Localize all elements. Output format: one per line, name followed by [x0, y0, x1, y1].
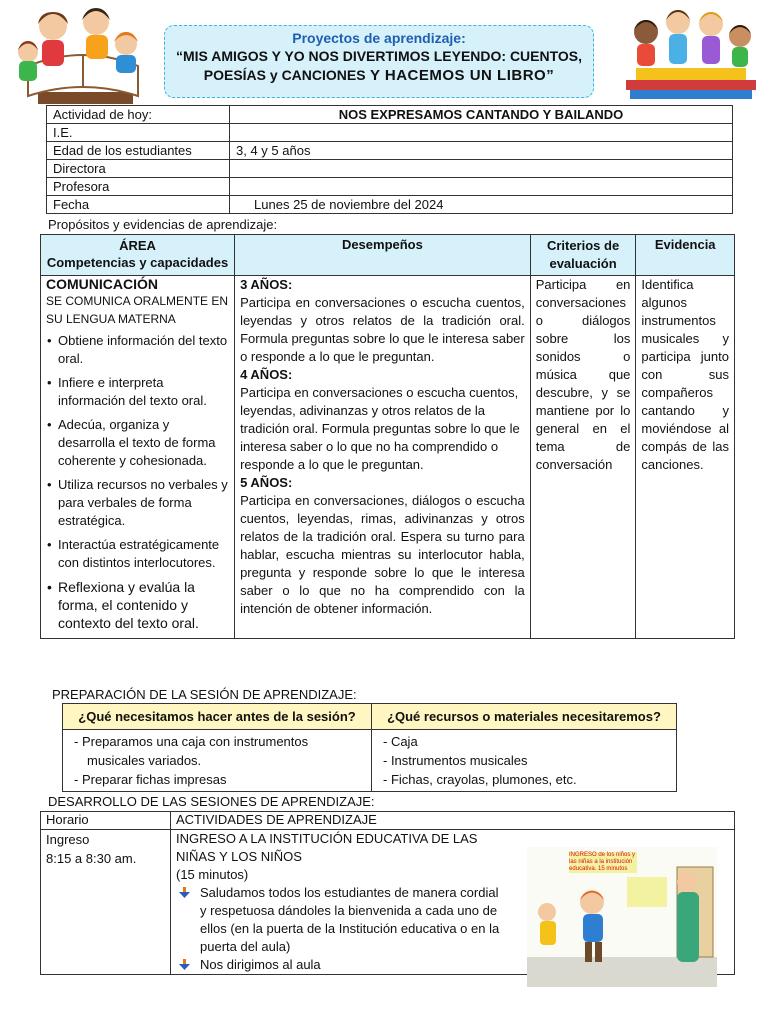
info-row: [47, 124, 733, 142]
activity-title: INGRESO A LA INSTITUCIÓN EDUCATIVA DE LAS NIÑAS Y LOS NIÑOS: [176, 831, 478, 864]
before-session-cell: [63, 730, 372, 792]
evidence-cell: [636, 276, 735, 639]
before-session-list: [69, 732, 365, 789]
project-label: Proyectos de aprendizaje:: [292, 30, 466, 46]
list-item: • Infiere e interpreta información del texto oral.: [58, 374, 229, 410]
table-row: [41, 830, 735, 975]
info-row: [47, 142, 733, 160]
list-item: • Interactúa estratégicamente con distintos interlocutores.: [58, 536, 229, 572]
info-label: I.E.: [47, 124, 230, 142]
info-value: 3, 4 y 5 años: [230, 142, 733, 160]
table-header-row: [41, 812, 735, 830]
list-item: • Reflexiona y evalúa la forma, el contenido y contexto del texto oral.: [58, 578, 229, 632]
before-session-header: ¿Qué necesitamos hacer antes de la sesión?: [63, 704, 372, 730]
age-4-text: Participa en conversaciones o escucha cuentos, leyendas, adivinanzas y otros relatos de la tradición oral. Formula preguntas sobre lo que le interesa saber o lo que no ha comprendido o responde a lo que le preguntan.: [240, 385, 520, 472]
age-5-title: 5 AÑOS:: [240, 475, 293, 490]
sessions-table: [40, 811, 735, 975]
competencies-header-label: Competencias y capacidades: [46, 255, 229, 270]
info-row: [47, 160, 733, 178]
project-title-part-a: POESÍAS y CANCIONES: [203, 67, 366, 83]
schedule-cell: [41, 830, 171, 975]
info-label: Actividad de hoy:: [47, 106, 230, 124]
project-title-part-b: Y HACEMOS UN LIBRO”: [365, 67, 555, 84]
preparation-title: PREPARACIÓN DE LA SESIÓN DE APRENDIZAJE:: [52, 687, 357, 702]
age-4-title: 4 AÑOS:: [240, 367, 293, 382]
arrow-bullet-icon: [179, 887, 190, 898]
resources-cell: [372, 730, 677, 792]
area-name: COMUNICACIÓN: [46, 276, 158, 292]
activity-text: Saludamos todos los estudiantes de manera cordial y respetuosa dándoles la bienvenida a cada uno de ellos (en la puerta de la Institución educativa o en la puerta del aula): [200, 885, 500, 954]
area-header: [41, 235, 235, 276]
info-value: [230, 178, 733, 196]
list-item: [176, 884, 506, 956]
sessions-title: DESARROLLO DE LAS SESIONES DE APRENDIZAJE:: [48, 794, 375, 809]
info-value: [230, 124, 733, 142]
info-table: [46, 105, 733, 214]
criteria-cell: [530, 276, 636, 639]
arrow-bullet-icon: [179, 959, 190, 970]
evidence-text: Identifica algunos instrumentos musicales y participa junto con sus compañeros cantando y moviéndose al compás de las canciones.: [641, 277, 729, 472]
activity-duration: (15 minutos): [176, 867, 249, 882]
project-title-box: [164, 25, 594, 98]
kids-reading-illustration: [8, 4, 158, 104]
resources-list: [378, 732, 670, 789]
activity-name: NOS EXPRESAMOS CANTANDO Y BAILANDO: [230, 106, 733, 124]
illustration-caption: INGRESO de los niños y las niñas a la institución educativa. 15 minutos: [569, 852, 636, 872]
info-label: Directora: [47, 160, 230, 178]
age-5-text: Participa en conversaciones, diálogos o escucha cuentos, leyendas, rimas, adivinanzas y otros relatos de la tradición oral. Espera su turno para hablar, escucha mientras su interlocutor habla, pregunta y responde sobre lo que le interesa saber o lo que no ha comprendido con la intención de obtener información.: [240, 493, 525, 616]
evidence-header: Evidencia: [636, 235, 735, 276]
table-row: [41, 276, 735, 639]
info-row: [47, 196, 733, 214]
list-item: • Adecúa, organiza y desarrolla el texto de forma coherente y cohesionada.: [58, 416, 229, 470]
competencies-table: [40, 234, 735, 639]
school-entrance-illustration: [527, 847, 717, 987]
table-row: [63, 730, 677, 792]
competency: SE COMUNICA ORALMENTE EN SU LENGUA MATERNA: [46, 294, 229, 326]
list-item: - Preparamos una caja con instrumentos musicales variados.: [74, 734, 309, 768]
list-item: [176, 956, 506, 974]
area-header-label: ÁREA: [119, 238, 156, 253]
info-label: Edad de los estudiantes: [47, 142, 230, 160]
performance-cell: [235, 276, 531, 639]
project-title-line1: “MIS AMIGOS Y YO NOS DIVERTIMOS LEYENDO: CUENTOS,: [175, 48, 583, 64]
activity-text: Nos dirigimos al aula: [200, 957, 321, 972]
info-label: Fecha: [47, 196, 230, 214]
resources-header: ¿Qué recursos o materiales necesitaremos?: [372, 704, 677, 730]
project-title-line2: [165, 66, 593, 85]
table-header-row: [41, 235, 735, 276]
age-3-text: Participa en conversaciones o escucha cuentos, leyendas y otros relatos de la tradición oral. Formula preguntas sobre lo que le interesa saber o responde a lo que le preguntan.: [240, 295, 525, 364]
table-header-row: [63, 704, 677, 730]
info-value: Lunes 25 de noviembre del 2024: [230, 196, 733, 214]
info-row: [47, 178, 733, 196]
info-value: [230, 160, 733, 178]
list-item: • Utiliza recursos no verbales y para verbales de forma estratégica.: [58, 476, 229, 530]
list-item: - Fichas, crayolas, plumones, etc.: [383, 772, 577, 787]
criteria-text: Participa en conversaciones o diálogos sobre los sonidos o música que descubre, y se mantiene por lo general en el tema de conversación: [535, 277, 631, 472]
activities-cell: [171, 830, 735, 975]
list-item: - Instrumentos musicales: [383, 753, 528, 768]
schedule-time: 8:15 a 8:30 am.: [46, 851, 137, 866]
performance-header: Desempeños: [235, 235, 531, 276]
preparation-table: [62, 703, 677, 792]
criteria-header: Criterios de evaluación: [530, 235, 636, 276]
info-row: [47, 106, 733, 124]
list-item: • Obtiene información del texto oral.: [58, 332, 229, 368]
purpose-title: Propósitos y evidencias de aprendizaje:: [48, 217, 278, 232]
activities-header: ACTIVIDADES DE APRENDIZAJE: [171, 812, 735, 830]
schedule-header: Horario: [41, 812, 171, 830]
schedule-name: Ingreso: [46, 832, 90, 847]
list-item: - Caja: [383, 734, 418, 749]
kids-on-books-illustration: [616, 2, 764, 106]
info-label: Profesora: [47, 178, 230, 196]
activity-list: [176, 884, 506, 974]
list-item: - Preparar fichas impresas: [74, 772, 227, 787]
capacities-list: [46, 332, 229, 632]
area-cell: [41, 276, 235, 639]
age-3-title: 3 AÑOS:: [240, 277, 293, 292]
